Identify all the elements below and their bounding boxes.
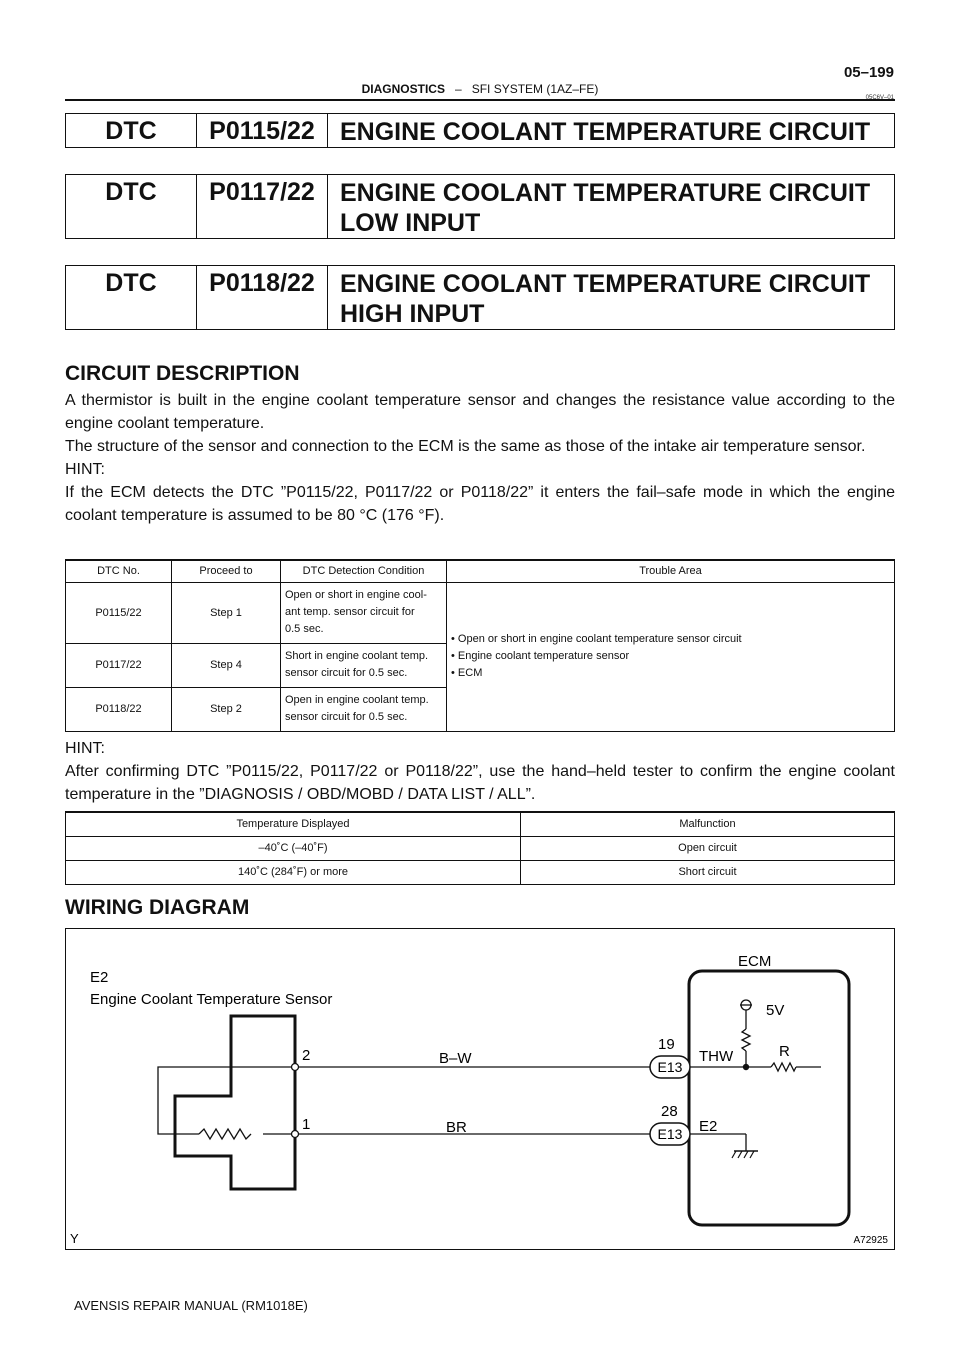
dtc-cell: P0117/22 [66,643,172,687]
paragraph: A thermistor is built in the engine coolant temperature sensor and changes the resistance value according to the engine coolant temperature. [65,392,895,432]
trouble-area-cell: • Open or short in engine coolant temperature sensor circuit • Engine coolant temperature sensor • ECM [447,582,895,731]
connector-bottom-label: E13 [657,1126,683,1142]
sensor-inner-wire [158,1067,295,1134]
ground-hatch [732,1151,736,1158]
wire-top-label: B–W [439,1050,472,1067]
ecm-pin-bottom-label: 28 [661,1103,678,1120]
circuit-description-heading: CIRCUIT DESCRIPTION [65,362,300,385]
hint-text: If the ECM detects the DTC ”P0115/22, P0117/22 or P0118/22” it enters the fail–safe mode in which the engine coolant temperature is assumed to be 80 °C (176 °F). [65,484,895,524]
ground-hatch [738,1151,742,1158]
sensor-body [175,1016,295,1189]
dtc-label: DTC [66,175,197,238]
header-subsection: SFI SYSTEM (1AZ–FE) [471,82,599,96]
temp-cell: –40˚C (–40˚F) [66,836,521,860]
col-header: Temperature Displayed [66,812,521,836]
hint-label: HINT: [65,461,105,478]
dtc-block [65,113,895,148]
dtc-title: ENGINE COOLANT TEMPERATURE CIRCUIT [340,118,871,146]
thw-label: THW [699,1048,734,1065]
running-header [0,82,960,96]
sensor-name-label: Engine Coolant Temperature Sensor [90,991,333,1008]
dtc-cell: P0115/22 [66,582,172,643]
condition-cell: Open or short in engine cool- ant temp. sensor circuit for 0.5 sec. [281,582,447,643]
corner-mark: Y [70,1231,79,1246]
dtc-block [65,174,895,239]
hint-label: HINT: [65,740,105,757]
malfunction-cell: Short circuit [521,860,895,884]
r-label: R [779,1043,790,1060]
thermistor-icon [199,1129,251,1139]
dtc-title: ENGINE COOLANT TEMPERATURE CIRCUIT LOW INPUT [340,179,871,237]
pin-1-label: 1 [302,1116,311,1133]
sensor-code-label: E2 [90,969,109,986]
header-section: DIAGNOSTICS [361,82,445,96]
terminal-2 [292,1064,299,1071]
doc-id: 05C6V–01 [865,95,894,101]
hint-text: After confirming DTC ”P0115/22, P0117/22 or P0118/22”, use the hand–held tester to confirm the engine coolant temperature in the ”DIAGNOSIS / OBD/MOBD / DATA LIST / ALL”. [65,763,895,803]
dtc-code: P0118/22 [197,266,328,329]
step-cell: Step 4 [172,643,281,687]
e2-ecm-label: E2 [699,1118,718,1135]
wiring-diagram-heading: WIRING DIAGRAM [65,896,250,919]
table-row [66,860,895,884]
junction-dot [743,1064,749,1070]
table-row [66,582,895,643]
wiring-svg [66,929,893,1248]
dtc-block [65,265,895,330]
temperature-table [65,811,895,885]
dtc-code: P0117/22 [197,175,328,238]
condition-cell: Short in engine coolant temp. sensor circuit for 0.5 sec. [281,643,447,687]
figure-id: A72925 [853,1235,888,1246]
dtc-title: ENGINE COOLANT TEMPERATURE CIRCUIT HIGH INPUT [340,270,871,328]
wiring-diagram [65,928,895,1250]
table-row [66,836,895,860]
temp-cell: 140˚C (284˚F) or more [66,860,521,884]
pullup-resistor-icon [742,1029,750,1051]
connector-top-label: E13 [657,1059,683,1075]
wire-bottom-label: BR [446,1119,467,1136]
terminal-1 [292,1131,299,1138]
step-cell: Step 1 [172,582,281,643]
dtc-label: DTC [66,266,197,329]
dtc-cell: P0118/22 [66,687,172,731]
ecm-label: ECM [738,953,772,970]
ground-hatch [744,1151,748,1158]
header-dash: – [454,82,462,96]
col-header: Malfunction [521,812,895,836]
col-header: DTC Detection Condition [281,560,447,582]
malfunction-cell: Open circuit [521,836,895,860]
circuit-description-body [65,389,895,527]
ground-hatch [750,1151,754,1158]
paragraph: The structure of the sensor and connection to the ECM is the same as those of the intake air temperature sensor. [65,438,866,455]
col-header: Trouble Area [447,560,895,582]
dtc-table [65,559,895,732]
col-header: Proceed to [172,560,281,582]
pin-2-label: 2 [302,1047,311,1064]
col-header: DTC No. [66,560,172,582]
dtc-code: P0115/22 [197,114,328,147]
hint-block [65,737,895,806]
footer: AVENSIS REPAIR MANUAL (RM1018E) [74,1298,308,1313]
resistor-r-icon [771,1063,796,1071]
ecm-pin-top-label: 19 [658,1036,675,1053]
condition-cell: Open in engine coolant temp. sensor circuit for 0.5 sec. [281,687,447,731]
step-cell: Step 2 [172,687,281,731]
header-rule [65,99,895,101]
supply-5v-label: 5V [766,1002,785,1019]
page-number: 05–199 [843,64,894,81]
dtc-label: DTC [66,114,197,147]
